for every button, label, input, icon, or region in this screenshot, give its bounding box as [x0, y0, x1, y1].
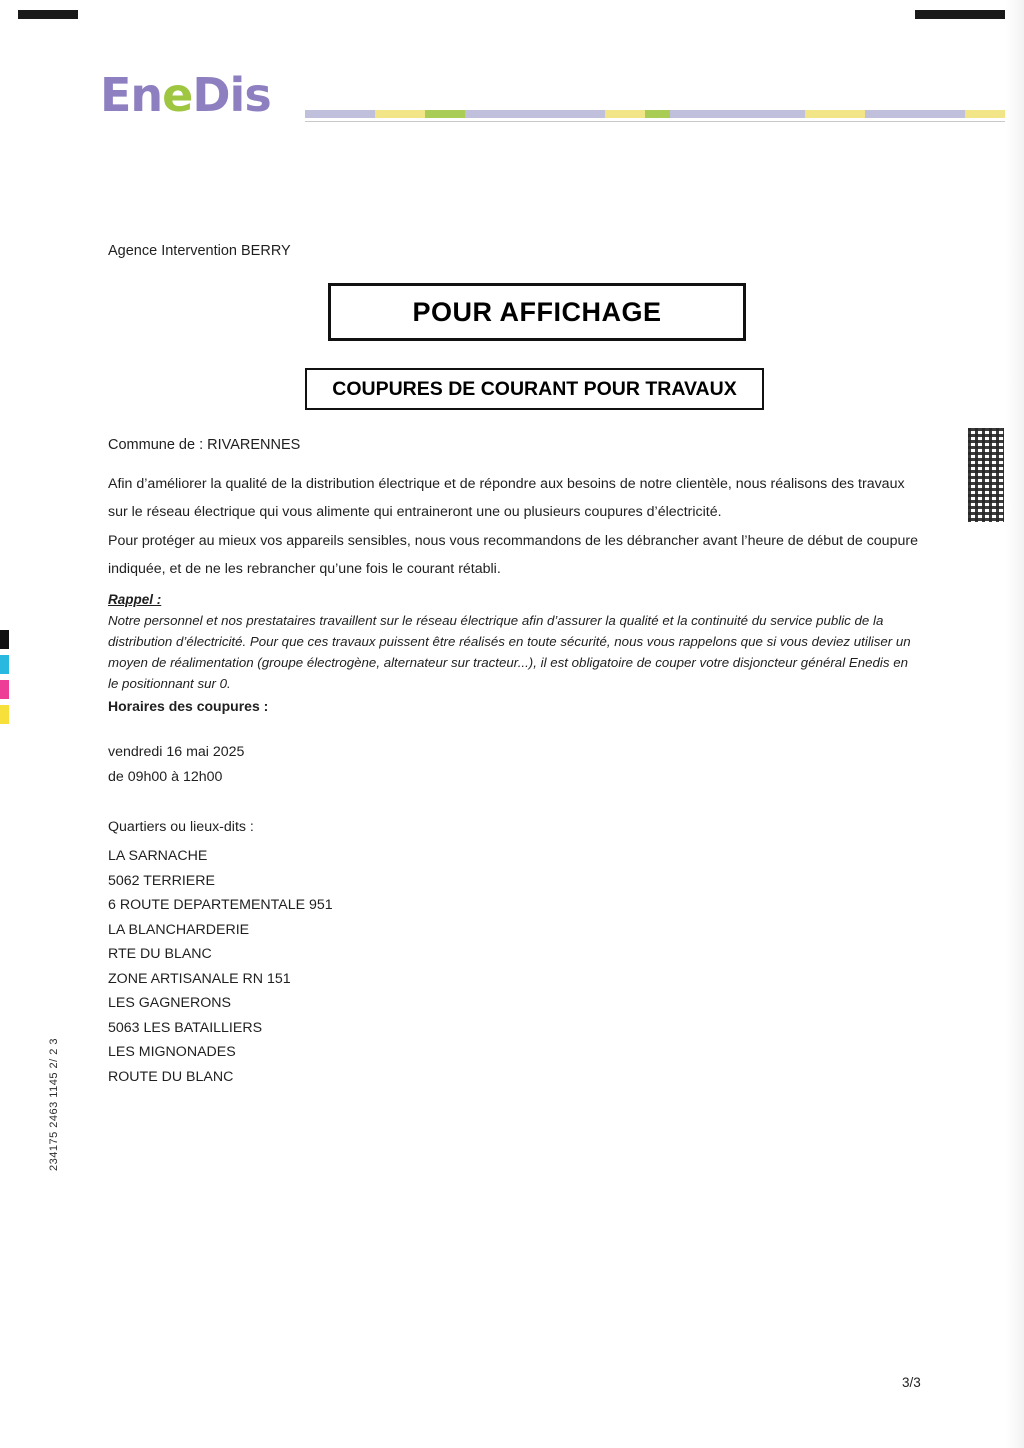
color-calibration-patch-magenta — [0, 680, 9, 699]
scan-edge-shadow — [1006, 0, 1024, 1448]
banner-coupures-travaux-text: COUPURES DE COURANT POUR TRAVAUX — [332, 377, 737, 400]
banner-coupures-travaux — [305, 368, 764, 410]
horaire-date: vendredi 16 mai 2025 — [108, 744, 245, 760]
agency-label: Agence Intervention BERRY — [108, 243, 291, 259]
color-calibration-patch-black — [0, 630, 9, 649]
list-item: LA BLANCHARDERIE — [108, 921, 250, 938]
color-calibration-patch-yellow — [0, 705, 9, 724]
banner-pour-affichage-text: POUR AFFICHAGE — [412, 296, 662, 327]
brand-color-strip — [305, 110, 1005, 118]
scan-registration-mark-top-left — [18, 10, 78, 19]
paragraph-appareils-sensibles: Pour protéger au mieux vos appareils sensibles, nous vous recommandons de les débrancher avant l’heure de début de coupure indiquée, et de ne les rebrancher qu’une fois le courant rétabli. — [108, 533, 918, 577]
datamatrix-barcode-icon — [968, 428, 1004, 522]
banner-pour-affichage — [328, 283, 746, 341]
brand-divider-line — [305, 121, 1005, 122]
page-number: 3/3 — [902, 1375, 921, 1390]
enedis-logo: EneDis — [100, 68, 271, 122]
horaires-heading: Horaires des coupures : — [108, 698, 269, 714]
color-calibration-patch-cyan — [0, 655, 9, 674]
scan-registration-mark-top-right — [915, 10, 1005, 19]
quartiers-list — [108, 844, 333, 1089]
list-item: 5063 LES BATAILLIERS — [108, 1019, 263, 1036]
quartiers-heading: Quartiers ou lieux-dits : — [108, 819, 254, 835]
rappel-text: Notre personnel et nos prestataires travaillent sur le réseau électrique afin d’assurer la qualité et la continuité du service public de la distribution d’électricité. Pour que ces travaux puissent être réalisés en toute sécurité, nous vous rappelons que si vous deviez utiliser un moyen de réalimentation (groupe électrogène, alternateur sur tracteur...), il est obligatoire de couper votre disjoncteur général Enedis en le positionnant sur 0. — [108, 613, 911, 691]
list-item: LES GAGNERONS — [108, 995, 231, 1011]
list-item: LA SARNACHE — [108, 848, 208, 864]
scan-side-code: 234175 2463 1145 2/ 2 3 — [48, 1037, 60, 1171]
commune-label: Commune de : RIVARENNES — [108, 437, 301, 453]
horaire-plage: de 09h00 à 12h00 — [108, 769, 223, 785]
rappel-heading: Rappel : — [108, 592, 162, 607]
list-item: LES MIGNONADES — [108, 1044, 236, 1060]
list-item: 6 ROUTE DEPARTEMENTALE 951 — [108, 897, 333, 913]
list-item: ROUTE DU BLANC — [108, 1068, 234, 1085]
list-item: ZONE ARTISANALE RN 151 — [108, 970, 291, 987]
paragraph-travaux: Afin d’améliorer la qualité de la distribution électrique et de répondre aux besoins de notre clientèle, nous réalisons des travaux sur le réseau électrique qui vous alimente qui entraineront une ou plusieurs coupures d’électricité. — [108, 476, 905, 520]
list-item: RTE DU BLANC — [108, 946, 212, 962]
list-item: 5062 TERRIERE — [108, 872, 215, 889]
